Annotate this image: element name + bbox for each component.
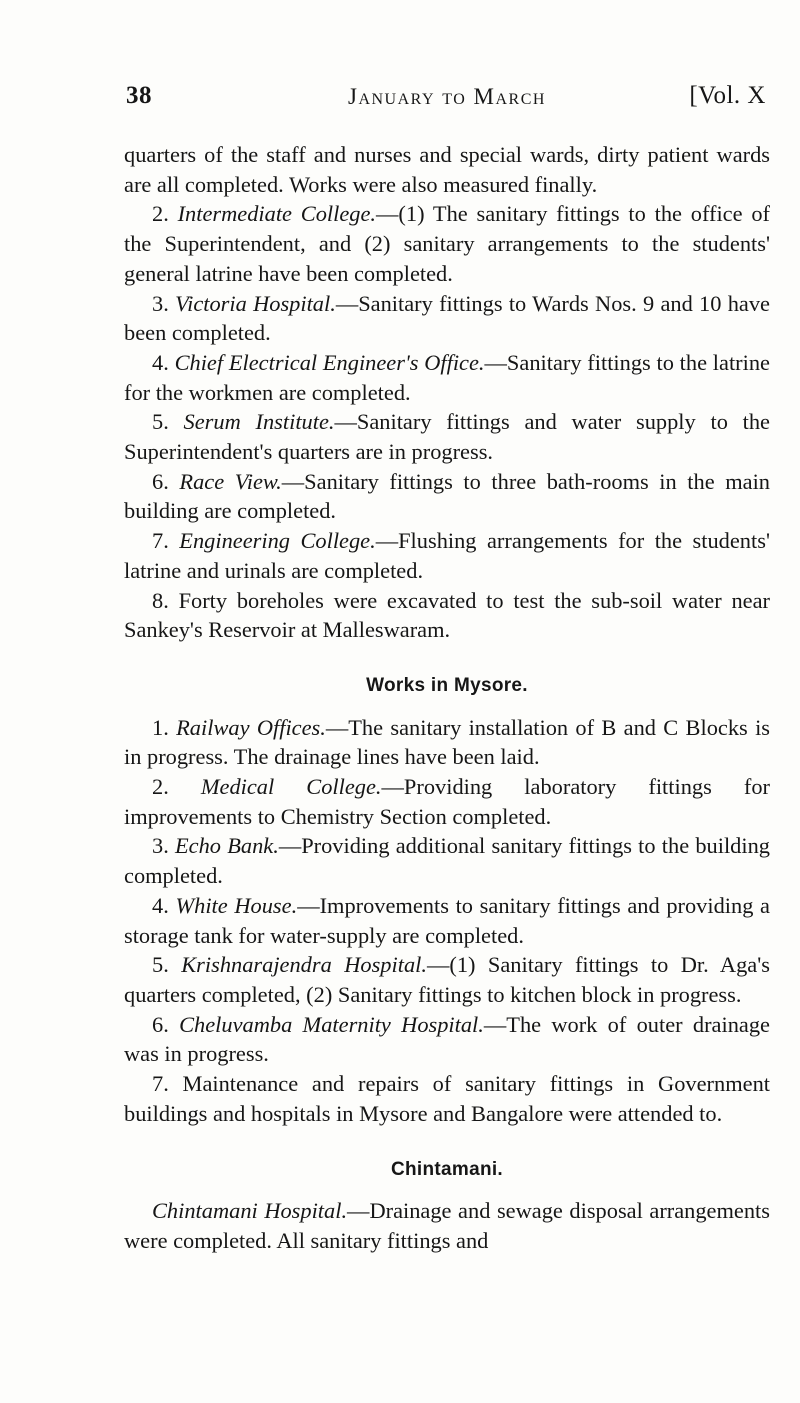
- item-number: 7.: [152, 1071, 169, 1097]
- item-title: Serum Institute.: [183, 409, 335, 435]
- list-item: [124, 1196, 770, 1255]
- item-text: —Sanitary fittings to three bath-rooms in the main building are completed.: [124, 468, 771, 524]
- item-number: 4.: [152, 349, 169, 375]
- item-number: 3.: [152, 833, 169, 859]
- item-number: 2.: [152, 201, 169, 227]
- item-title: Railway Offices.: [176, 714, 326, 740]
- item-title: Intermediate College.: [177, 201, 377, 227]
- item-text: —(1) Sanitary fittings to Dr. Aga's quarters completed, (2) Sanitary fittings to kitchen block in progress.: [124, 952, 770, 1007]
- item-text: —Providing laboratory fittings for improvements to Chemistry Section completed.: [124, 774, 770, 829]
- item-text: —Providing additional sanitary fittings to the building completed.: [124, 833, 770, 889]
- list-item: [124, 772, 770, 831]
- item-text: —Improvements to sanitary fittings and providing a storage tank for water-supply are completed.: [124, 892, 770, 948]
- section-chintamani-items: [124, 1196, 770, 1255]
- list-item: [124, 1010, 770, 1069]
- item-text: —The sanitary installation of B and C Blocks is in progress. The drainage lines have been laid.: [124, 714, 771, 770]
- list-item: [124, 407, 770, 466]
- continuation-paragraph: quarters of the staff and nurses and special wards, dirty patient wards are all completed. Works were also measured finally.: [124, 142, 770, 197]
- item-text: —(1) The sanitary fittings to the office of the Superintendent, and (2) sanitary arrangements to the students' general latrine have been completed.: [124, 201, 770, 286]
- item-title: White House.: [175, 892, 298, 918]
- list-item: [124, 950, 770, 1009]
- list-item: [124, 199, 770, 288]
- item-text: —Sanitary fittings and water supply to the Superintendent's quarters are in progress.: [124, 409, 770, 465]
- section-heading-chintamani: Chintamani.: [390, 1158, 504, 1180]
- item-title: Cheluvamba Maternity Hospital.: [179, 1011, 484, 1037]
- item-number: 6.: [152, 468, 169, 494]
- list-item: [124, 526, 770, 585]
- item-text: —Sanitary fittings to the latrine for the workmen are completed.: [124, 349, 770, 405]
- list-item: [124, 713, 770, 772]
- item-text: —Sanitary fittings to Wards Nos. 9 and 10 have been completed.: [124, 290, 770, 346]
- item-title: Victoria Hospital.: [175, 290, 336, 316]
- item-text: —Drainage and sewage disposal arrangements were completed. All sanitary fittings and: [124, 1198, 770, 1253]
- item-number: 1.: [152, 714, 169, 740]
- list-item: [124, 891, 770, 950]
- item-text: Forty boreholes were excavated to test the sub-soil water near Sankey's Reservoir at Malleswaram.: [124, 587, 770, 643]
- item-text: Maintenance and repairs of sanitary fittings in Government buildings and hospitals in Mysore and Bangalore were attended to.: [124, 1071, 770, 1126]
- list-item: [124, 467, 770, 526]
- list-item: [124, 348, 770, 407]
- item-text: —Flushing arrangements for the students' latrine and urinals are completed.: [124, 528, 770, 583]
- item-text: —The work of outer drainage was in progress.: [124, 1011, 770, 1067]
- item-number: 4.: [152, 892, 169, 918]
- list-item: [124, 289, 770, 348]
- item-title: Krishnarajendra Hospital.: [181, 952, 427, 978]
- section-heading-mysore: Works in Mysore.: [366, 674, 528, 696]
- item-title: Echo Bank.: [175, 833, 279, 859]
- volume-label: [Vol. X: [689, 82, 766, 109]
- page-number: 38: [126, 82, 152, 109]
- item-number: 3.: [152, 290, 169, 316]
- item-title: Chintamani Hospital.: [152, 1198, 348, 1224]
- running-head: [126, 82, 766, 122]
- item-number: 7.: [152, 528, 169, 554]
- item-title: Engineering College.: [179, 528, 376, 554]
- item-number: 5.: [152, 409, 169, 435]
- list-item: [124, 586, 770, 645]
- section-mysore-items: [124, 713, 770, 1129]
- list-item: [124, 1069, 770, 1128]
- item-number: 2.: [152, 774, 169, 800]
- section-bangalore-items: [124, 199, 770, 645]
- item-number: 5.: [152, 952, 169, 978]
- item-title: Race View.: [179, 468, 282, 494]
- item-number: 8.: [152, 587, 169, 613]
- body-text: [124, 140, 770, 1256]
- item-title: Medical College.: [200, 774, 382, 800]
- item-title: Chief Electrical Engineer's Office.: [174, 349, 485, 375]
- item-number: 6.: [152, 1011, 169, 1037]
- running-title: January to March: [348, 84, 546, 109]
- list-item: [124, 831, 770, 890]
